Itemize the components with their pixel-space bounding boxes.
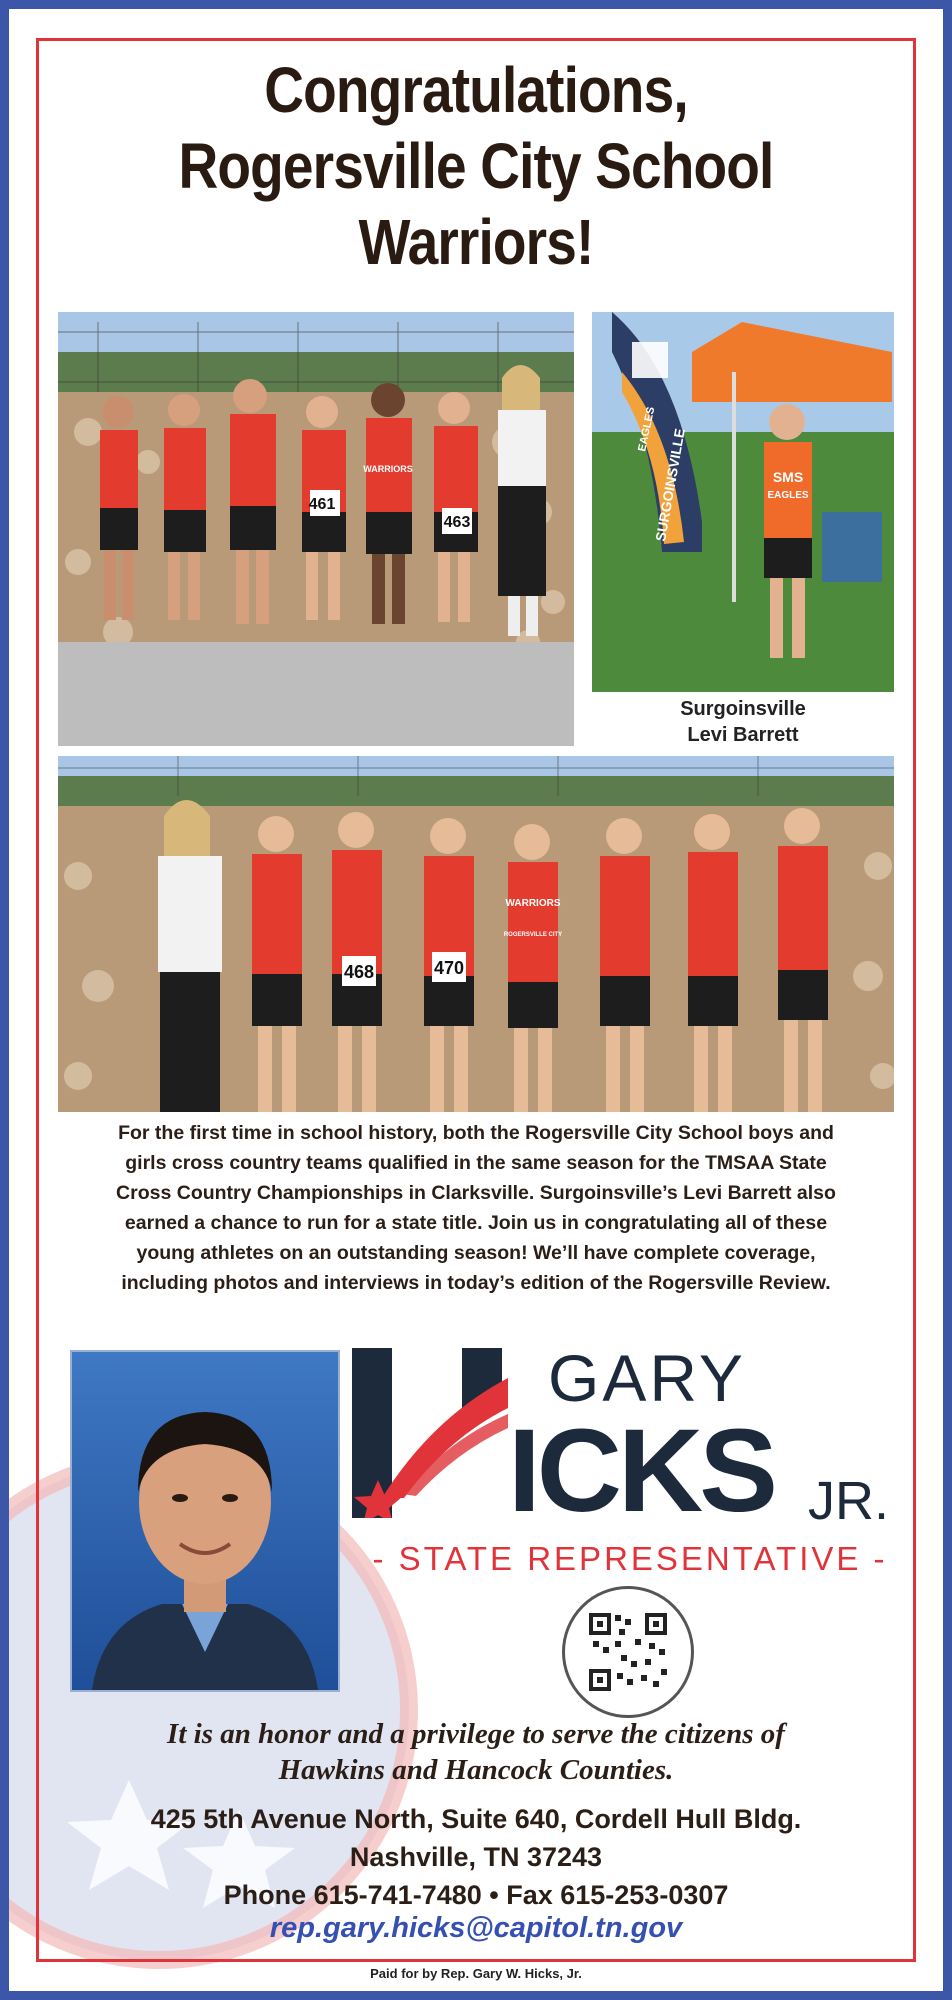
caption-line-1: Surgoinsville [680, 698, 806, 720]
surgoinsville-photo [592, 312, 894, 692]
body-line-6: including photos and interviews in today’s edition of the Rogersville Review. [121, 1272, 831, 1294]
boys-team-photo [58, 312, 574, 746]
body-line-4: earned a chance to run for a state title. Join us in congratulating all of these [124, 1212, 828, 1234]
girls-shirt-text: WARRIORS [505, 898, 561, 909]
boys-shirt-text: WARRIORS [363, 464, 413, 474]
bib-number-2: 463 [443, 514, 471, 531]
headline-line-1: Congratulations, [264, 54, 688, 126]
headline-line-3: Warriors! [358, 206, 594, 278]
paid-for-disclaimer: Paid for by Rep. Gary W. Hicks, Jr. [370, 1966, 582, 1981]
announcement-body [60, 1118, 892, 1298]
sms-shirt-text: SMS [772, 469, 804, 485]
photo-caption [592, 696, 894, 748]
body-line-3: Cross Country Championships in Clarksville. Surgoinsville’s Levi Barrett also [116, 1182, 836, 1204]
girls-team-photo [58, 756, 894, 1112]
honor-statement [60, 1716, 892, 1788]
girls-shirt-sub-text: ROGERSVILLE CITY [503, 932, 563, 938]
qr-code[interactable] [562, 1586, 694, 1718]
logo-last-name [356, 1405, 774, 1537]
banner-text: SURGOINSVILLE [652, 427, 688, 543]
headline [101, 52, 851, 280]
address-line-1: 425 5th Avenue North, Suite 640, Cordell Hull Bldg. [150, 1804, 802, 1834]
state-representative-title: - STATE REPRESENTATIVE - [372, 1540, 888, 1577]
headline-line-2: Rogersville City School [178, 130, 774, 202]
honor-line-2: Hawkins and Hancock Counties. [278, 1754, 674, 1786]
logo-first-name: GARY [548, 1341, 746, 1415]
sms-shirt-sub-text: EAGLES [767, 490, 809, 501]
email-link[interactable]: rep.gary.hicks@capitol.tn.gov [269, 1912, 683, 1944]
girls-bib-number-2: 470 [433, 958, 465, 978]
logo-last-name-text: ICKS [508, 1405, 774, 1537]
phone-fax: Phone 615-741-7480 • Fax 615-253-0307 [223, 1880, 729, 1910]
logo-suffix: JR. [808, 1471, 889, 1531]
body-line-1: For the first time in school history, both the Rogersville City School boys and [118, 1122, 834, 1144]
caption-line-2: Levi Barrett [687, 724, 799, 746]
body-line-2: girls cross country teams qualified in the same season for the TMSAA State [125, 1152, 827, 1174]
honor-line-1: It is an honor and a privilege to serve the citizens of [167, 1718, 785, 1750]
address-line-2: Nashville, TN 37243 [349, 1842, 603, 1872]
body-line-5: young athletes on an outstanding season! We’ll have complete coverage, [136, 1242, 816, 1264]
girls-bib-number-1: 468 [343, 962, 375, 982]
bib-number-1: 461 [308, 496, 336, 513]
banner-sub-text: EAGLES [636, 405, 658, 453]
contact-block [60, 1800, 892, 1914]
representative-portrait [70, 1350, 340, 1692]
